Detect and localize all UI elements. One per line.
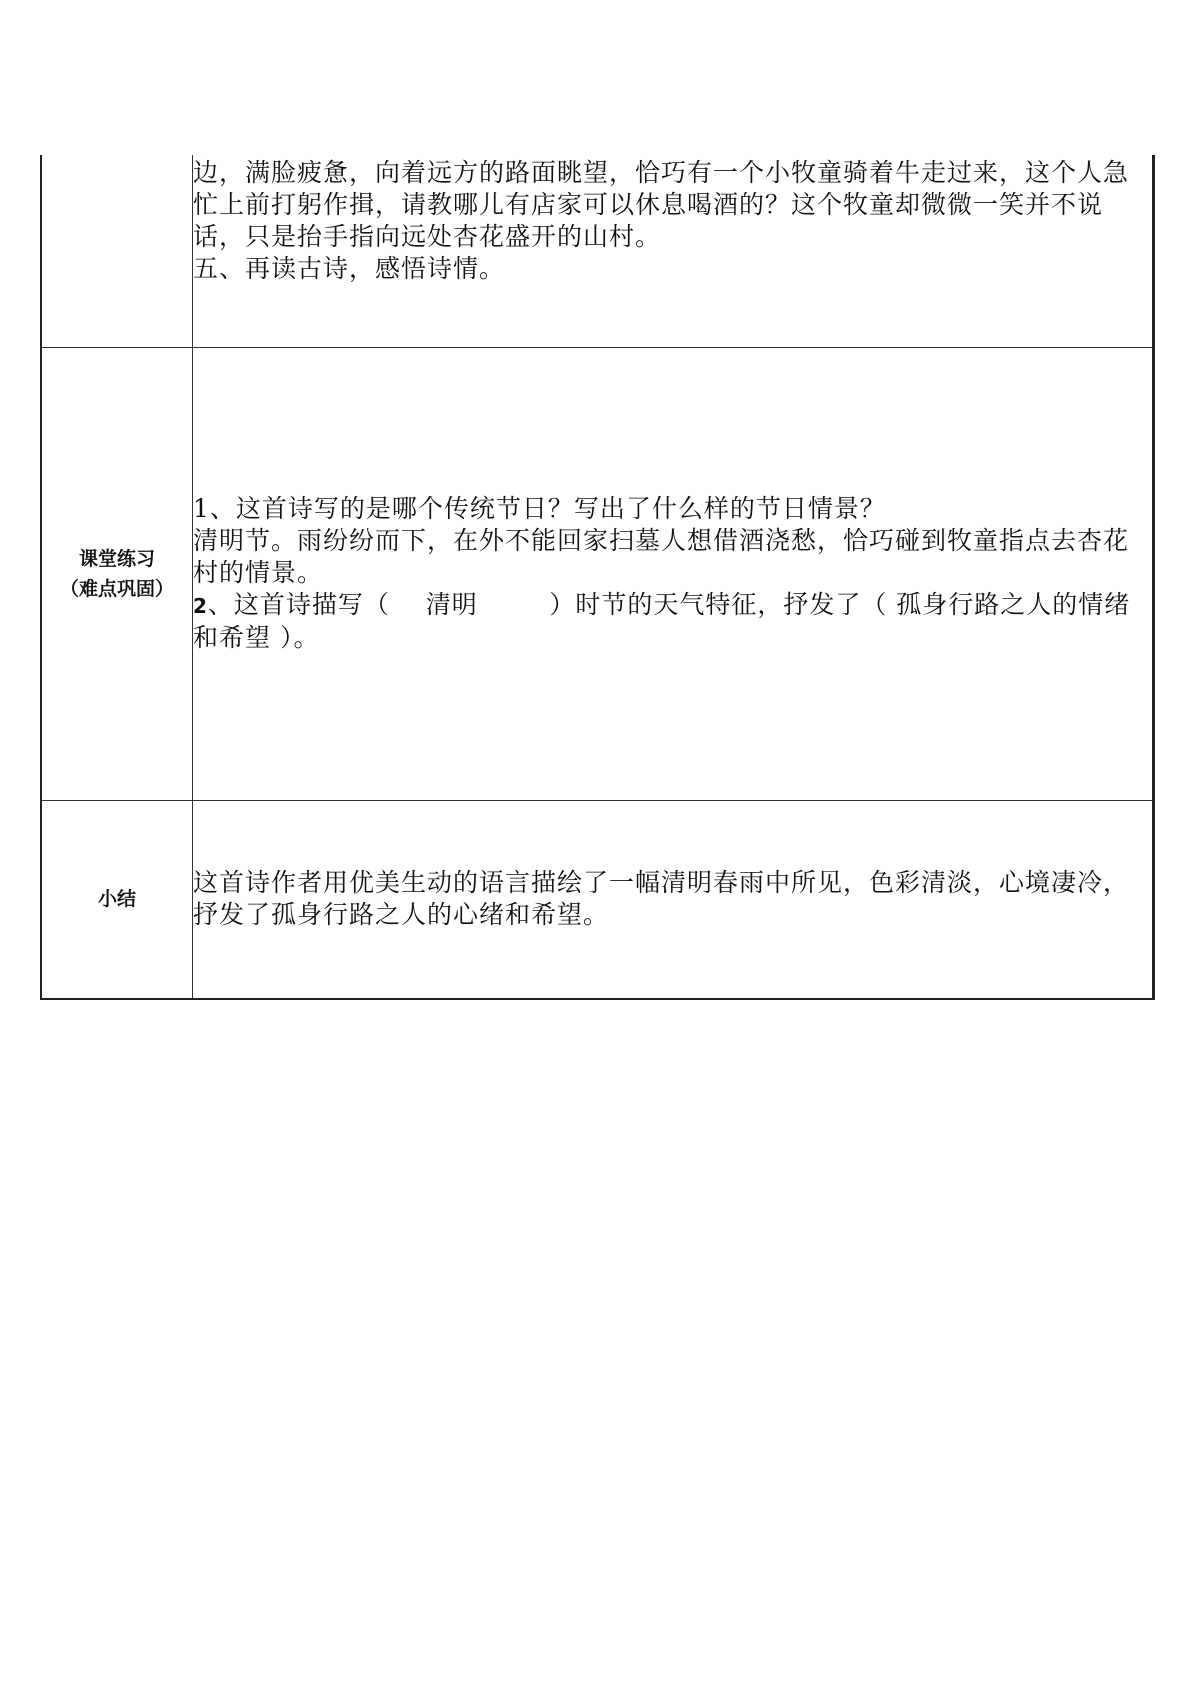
practice-label-subtitle: （难点巩固） [59, 577, 174, 600]
question-2-text-1: 、这首诗描写（ [207, 590, 390, 619]
summary-label: 小结 [41, 800, 193, 999]
teaching-process-row [41, 155, 1154, 347]
summary-content [193, 800, 1154, 999]
question-2-number: 2 [193, 594, 208, 618]
question-1: 1、这首诗写的是哪个传统节日？写出了什么样的节日情景？ [193, 494, 886, 523]
story-paragraph: 边，满脸疲惫，向着远方的路面眺望，恰巧有一个小牧童骑着牛走过来，这个人急忙上前打躬作揖，请教哪儿有店家可以休息喝酒的？这个牧童却微微一笑并不说话，只是抬手指向远处杏花盛开的山村。 [193, 158, 1130, 251]
practice-label-title: 课堂练习 [78, 547, 155, 570]
teaching-process-label [41, 155, 193, 347]
question-2 [193, 589, 1152, 654]
summary-text: 这首诗作者用优美生动的语言描绘了一幅清明春雨中所见，色彩清淡，心境凄冷，抒发了孤身行路之人的心绪和希望。 [193, 868, 1130, 930]
question-2-blank-2: 孤身行路之人的情绪和希望 [193, 590, 1131, 652]
question-2-blank-1: 清明 [389, 590, 550, 619]
practice-content [193, 347, 1154, 800]
lesson-plan-table [40, 155, 1155, 1000]
practice-row [41, 347, 1154, 800]
practice-label [41, 347, 193, 800]
step-five-heading: 五、再读古诗，感悟诗情。 [193, 254, 506, 283]
answer-1: 清明节。雨纷纷而下，在外不能回家扫墓人想借酒浇愁，恰巧碰到牧童指点去杏花村的情景。 [193, 526, 1130, 587]
question-2-text-2: ）时节的天气特征，抒发了（ [549, 590, 888, 619]
question-2-text-3: ）。 [279, 623, 320, 652]
teaching-process-content [193, 155, 1154, 347]
summary-row [41, 800, 1154, 999]
